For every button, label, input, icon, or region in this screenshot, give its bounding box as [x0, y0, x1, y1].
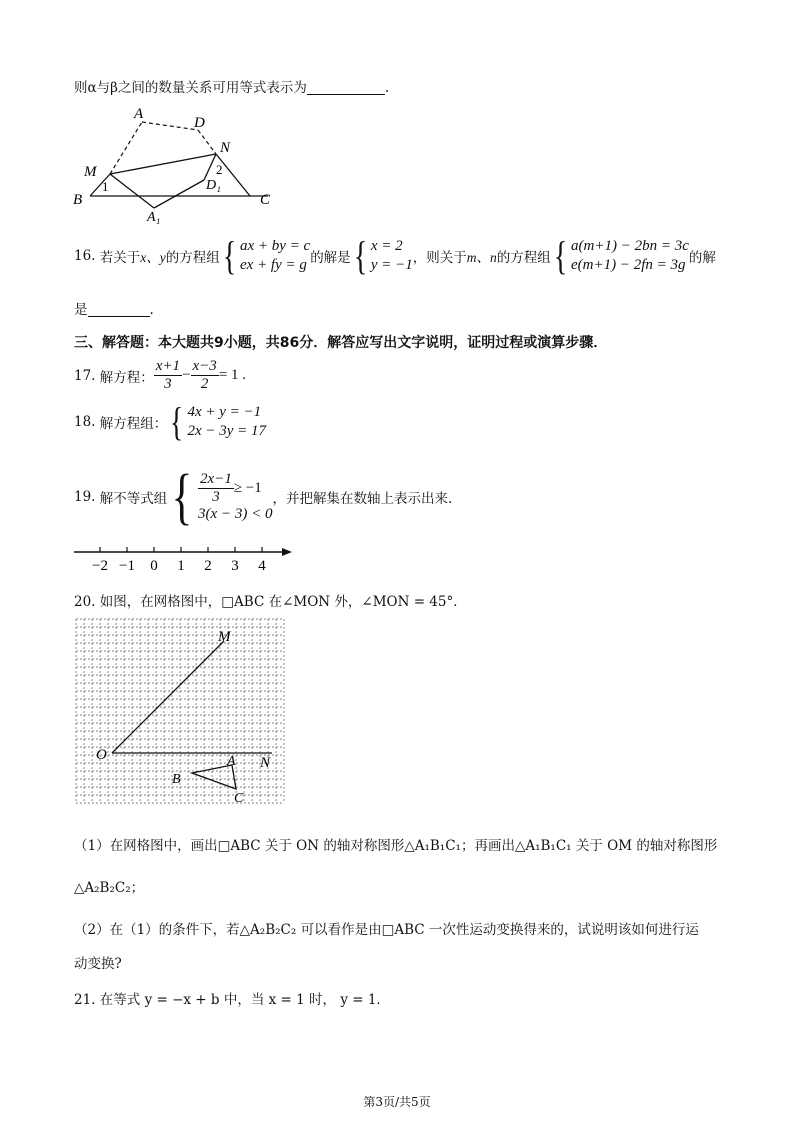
q16-sol-x: x = 2	[370, 238, 403, 254]
answer-blank	[88, 302, 150, 317]
label-N: N	[260, 755, 271, 771]
q17-frac1-den: 3	[164, 376, 172, 392]
tick-label: 3	[231, 558, 239, 574]
q16-line-2	[74, 298, 154, 318]
q16-system-1: { ax + by = c ex + fy = g	[222, 233, 311, 278]
q19-frac-num: 2x−1	[200, 471, 232, 487]
label-M: M	[84, 164, 97, 180]
q16-text-1: 若关于	[99, 250, 141, 266]
q16-text-3: 的解是	[310, 250, 351, 266]
q17-frac2-den: 2	[200, 376, 209, 392]
q15-tail	[74, 76, 389, 96]
dashed-AD	[142, 122, 198, 130]
q19-frac-den: 3	[212, 489, 220, 505]
label-B: B	[73, 192, 83, 208]
q16-text-4: ，则关于	[412, 250, 467, 266]
q16-sol-y: y = −1	[370, 257, 413, 273]
label-C: C	[260, 192, 271, 208]
q17-fraction-2	[191, 358, 219, 393]
q16-sys2-eq1: a(m+1) − 2bn = 3c	[571, 238, 689, 254]
q17-rhs: = 1 .	[218, 367, 247, 383]
q20-number: 20.	[74, 594, 96, 610]
q16-sys1-eq1: ax + by = c	[239, 238, 311, 254]
question-19	[74, 463, 453, 531]
q18-eq2: 2x − 3y = 17	[187, 423, 267, 439]
tick-label: 0	[150, 558, 158, 574]
tick-label: −1	[119, 558, 135, 574]
question-21	[74, 988, 390, 1008]
label-A: A	[227, 754, 236, 769]
q16-number: 16.	[74, 248, 96, 264]
label-M: M	[218, 629, 231, 645]
q20-part-1b: △A₂B₂C₂；	[74, 880, 145, 896]
tick-label: 1	[177, 558, 185, 574]
arrow-icon	[282, 548, 292, 556]
label-A: A	[134, 106, 144, 122]
question-18	[74, 399, 267, 444]
q20-text: 如图，在网格图中，□ABC 在∠MON 外，∠MON = 45°．	[99, 594, 467, 610]
q17-fraction-1	[154, 358, 182, 393]
dashed-MA	[110, 122, 142, 174]
q19-number: 19.	[74, 489, 96, 505]
segment-MA1	[110, 174, 154, 208]
answer-blank	[307, 80, 385, 95]
label-D: D	[194, 115, 205, 131]
q16-vars-2: m、n	[466, 250, 497, 265]
question-16	[74, 233, 716, 278]
q16-sys1-eq2: ex + fy = g	[239, 257, 307, 273]
page-footer: 第3页/共5页	[363, 1095, 431, 1109]
q18-eq1: 4x + y = −1	[187, 404, 262, 420]
tick-label: 4	[258, 558, 266, 574]
q17-frac1-num: x+1	[155, 358, 181, 374]
q19-ineq2: 3(x − 3) < 0	[198, 506, 273, 522]
q16-period: .	[149, 302, 154, 318]
q16-text-2: 的方程组	[165, 250, 220, 266]
q17-text: 解方程：	[99, 369, 154, 386]
q15-period: .	[384, 80, 390, 96]
ray-OM	[112, 641, 224, 753]
q16-text-6: 的解	[688, 250, 716, 266]
label-A1: A₁	[147, 210, 161, 224]
q17-minus: −	[182, 367, 191, 383]
q16-solution: { x = 2 y = −1	[353, 233, 413, 278]
q19-fraction	[198, 471, 234, 506]
label-O: O	[96, 747, 107, 763]
label-N: N	[220, 140, 231, 156]
q15-text: 则α与β之间的数量关系可用等式表示为	[74, 80, 307, 96]
section-heading: 三、解答题：本大题共9小题，共86分．解答应写出文字说明，证明过程或演算步骤．	[74, 335, 608, 351]
q16-text-7: 是	[74, 302, 88, 318]
figure-15	[70, 104, 280, 224]
q18-number: 18.	[74, 414, 96, 430]
dashed-DN	[198, 130, 216, 154]
q17-frac2-num: x−3	[192, 358, 217, 374]
q16-vars-1: x、y	[140, 250, 166, 265]
q21-number: 21.	[74, 992, 96, 1008]
question-20	[74, 590, 467, 610]
q18-text: 解方程组：	[99, 416, 168, 432]
label-D1: D₁	[206, 178, 221, 193]
q19-text: 解不等式组	[99, 491, 168, 507]
q19-tail: ，并把解集在数轴上表示出来.	[272, 491, 453, 507]
segment-D1N	[204, 154, 216, 180]
q20-part-2: （2）在（1）的条件下，若△A₂B₂C₂ 可以看作是由□ABC 一次性运动变换得来的，试说明该如何进行运	[74, 922, 699, 938]
q19-system: { $\frac{2x-1}{3}$ ≥ −1 3(x − 3) < 0	[171, 463, 273, 531]
q17-number: 17.	[74, 367, 96, 384]
number-line	[70, 540, 300, 574]
segment-MN	[110, 154, 216, 174]
question-17	[74, 358, 246, 393]
angle-1-label: 1	[102, 179, 109, 194]
q16-system-2: { a(m+1) − 2bn = 3c e(m+1) − 2fn = 3g	[553, 233, 689, 278]
tick-label: 2	[204, 558, 212, 574]
q20-part-1: （1）在网格图中，画出□ABC 关于 ON 的轴对称图形△A₁B₁C₁；再画出△A₁B₁C₁ 关于 OM 的轴对称图形	[74, 838, 718, 854]
q16-text-5: 的方程组	[496, 250, 551, 266]
q19-ineq1-rhs: ≥ −1	[233, 480, 262, 496]
grid-figure	[74, 617, 286, 807]
q21-text: 在等式 y = −x + b 中，当 x = 1 时， y = 1．	[99, 992, 390, 1008]
label-C: C	[234, 791, 244, 806]
tick-label: −2	[92, 558, 108, 574]
segment-A1D1	[154, 180, 204, 208]
q16-sys2-eq2: e(m+1) − 2fn = 3g	[571, 257, 686, 273]
q18-system: { 4x + y = −1 2x − 3y = 17	[170, 399, 267, 444]
q20-part-2b: 动变换?	[74, 956, 122, 972]
label-B: B	[172, 772, 181, 787]
angle-2-label: 2	[216, 162, 223, 177]
